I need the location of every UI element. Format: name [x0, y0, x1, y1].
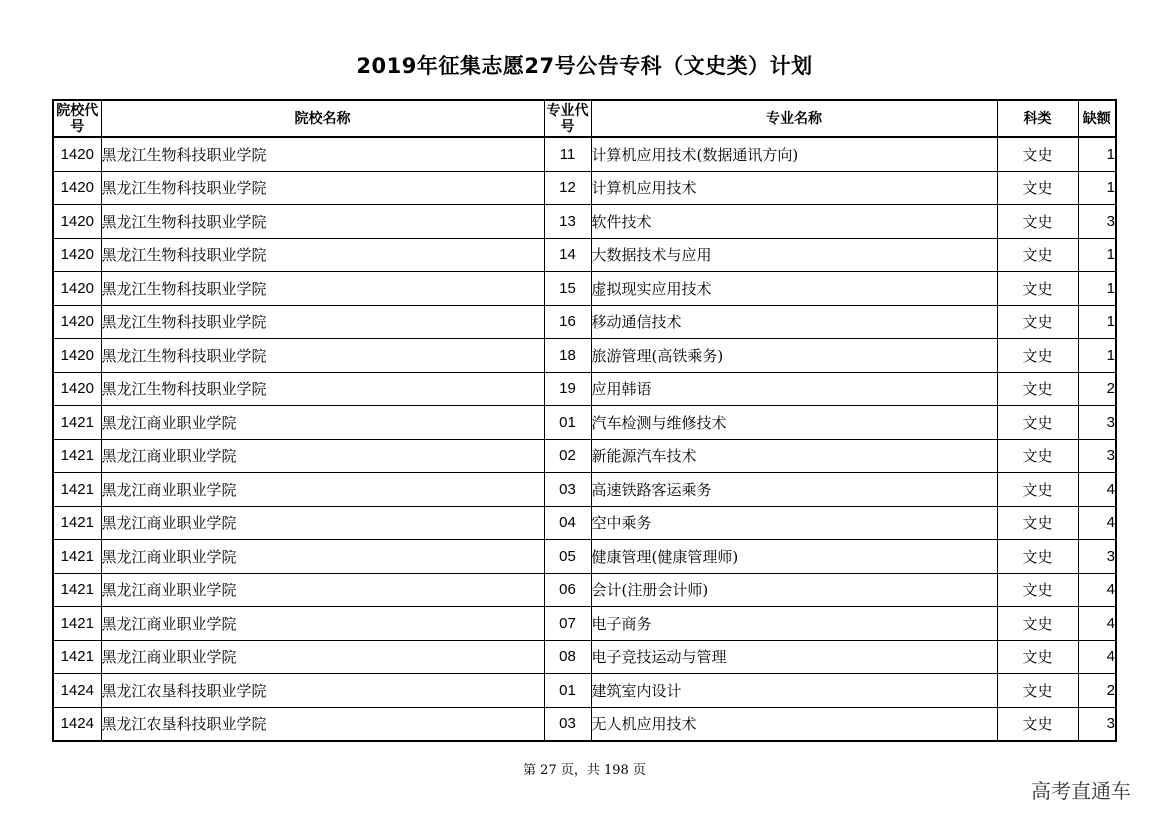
table-row — [53, 272, 1116, 306]
cell-school-name: 黑龙江农垦科技职业学院 — [101, 707, 544, 741]
cell-major-code: 16 — [544, 305, 591, 339]
cell-major-code: 01 — [544, 406, 591, 440]
cell-vacancy: 2 — [1078, 372, 1116, 406]
cell-major-code: 05 — [544, 540, 591, 574]
header-school-code: 院校代号 — [53, 100, 101, 137]
cell-major-code: 03 — [544, 707, 591, 741]
header-major-code: 专业代号 — [544, 100, 591, 137]
cell-school-name: 黑龙江生物科技职业学院 — [101, 137, 544, 171]
cell-vacancy: 1 — [1078, 137, 1116, 171]
cell-school-code: 1424 — [53, 674, 101, 708]
cell-major-name: 建筑室内设计 — [591, 674, 997, 708]
cell-major-code: 08 — [544, 640, 591, 674]
page-number: 第 27 页，共 198 页 — [523, 763, 646, 778]
cell-major-name: 汽车检测与维修技术 — [591, 406, 997, 440]
cell-category: 文史 — [997, 573, 1078, 607]
cell-category: 文史 — [997, 473, 1078, 507]
cell-major-code: 07 — [544, 607, 591, 641]
header-category: 科类 — [997, 100, 1078, 137]
cell-school-code: 1420 — [53, 171, 101, 205]
cell-major-name: 健康管理(健康管理师) — [591, 540, 997, 574]
cell-vacancy: 4 — [1078, 473, 1116, 507]
cell-vacancy: 3 — [1078, 406, 1116, 440]
cell-school-code: 1420 — [53, 372, 101, 406]
cell-major-code: 06 — [544, 573, 591, 607]
cell-category: 文史 — [997, 137, 1078, 171]
cell-school-code: 1421 — [53, 607, 101, 641]
cell-school-code: 1420 — [53, 339, 101, 373]
cell-major-code: 13 — [544, 205, 591, 239]
cell-school-code: 1421 — [53, 406, 101, 440]
table-row — [53, 305, 1116, 339]
table-row — [53, 372, 1116, 406]
cell-major-name: 移动通信技术 — [591, 305, 997, 339]
cell-school-code: 1421 — [53, 439, 101, 473]
cell-major-name: 空中乘务 — [591, 506, 997, 540]
cell-category: 文史 — [997, 272, 1078, 306]
cell-category: 文史 — [997, 171, 1078, 205]
cell-school-code: 1421 — [53, 473, 101, 507]
table-row — [53, 573, 1116, 607]
cell-category: 文史 — [997, 406, 1078, 440]
cell-major-code: 03 — [544, 473, 591, 507]
cell-vacancy: 2 — [1078, 674, 1116, 708]
table-row — [53, 707, 1116, 741]
table-row — [53, 674, 1116, 708]
cell-vacancy: 1 — [1078, 339, 1116, 373]
cell-vacancy: 1 — [1078, 305, 1116, 339]
cell-category: 文史 — [997, 339, 1078, 373]
cell-category: 文史 — [997, 205, 1078, 239]
admission-plan-table — [52, 99, 1117, 742]
cell-vacancy: 4 — [1078, 640, 1116, 674]
table-row — [53, 339, 1116, 373]
cell-major-name: 大数据技术与应用 — [591, 238, 997, 272]
cell-school-name: 黑龙江农垦科技职业学院 — [101, 674, 544, 708]
cell-school-code: 1421 — [53, 640, 101, 674]
cell-major-code: 02 — [544, 439, 591, 473]
cell-major-name: 虚拟现实应用技术 — [591, 272, 997, 306]
cell-school-name: 黑龙江商业职业学院 — [101, 473, 544, 507]
table-row — [53, 540, 1116, 574]
table-row — [53, 171, 1116, 205]
cell-category: 文史 — [997, 640, 1078, 674]
header-school-name: 院校名称 — [101, 100, 544, 137]
cell-category: 文史 — [997, 707, 1078, 741]
cell-major-code: 19 — [544, 372, 591, 406]
cell-major-name: 旅游管理(高铁乘务) — [591, 339, 997, 373]
header-major-name: 专业名称 — [591, 100, 997, 137]
table-row — [53, 137, 1116, 171]
table-header-row — [53, 100, 1116, 137]
cell-major-name: 计算机应用技术(数据通讯方向) — [591, 137, 997, 171]
cell-major-code: 14 — [544, 238, 591, 272]
cell-major-code: 11 — [544, 137, 591, 171]
cell-vacancy: 1 — [1078, 272, 1116, 306]
cell-major-name: 电子竞技运动与管理 — [591, 640, 997, 674]
cell-school-name: 黑龙江商业职业学院 — [101, 573, 544, 607]
cell-major-name: 新能源汽车技术 — [591, 439, 997, 473]
cell-major-name: 无人机应用技术 — [591, 707, 997, 741]
cell-school-name: 黑龙江生物科技职业学院 — [101, 339, 544, 373]
cell-major-code: 12 — [544, 171, 591, 205]
table-row — [53, 205, 1116, 239]
cell-major-code: 04 — [544, 506, 591, 540]
cell-vacancy: 3 — [1078, 439, 1116, 473]
cell-vacancy: 3 — [1078, 205, 1116, 239]
cell-school-code: 1421 — [53, 573, 101, 607]
cell-category: 文史 — [997, 506, 1078, 540]
cell-school-name: 黑龙江商业职业学院 — [101, 640, 544, 674]
cell-major-name: 应用韩语 — [591, 372, 997, 406]
cell-school-name: 黑龙江生物科技职业学院 — [101, 272, 544, 306]
cell-school-name: 黑龙江商业职业学院 — [101, 506, 544, 540]
cell-school-name: 黑龙江生物科技职业学院 — [101, 305, 544, 339]
cell-vacancy: 4 — [1078, 506, 1116, 540]
header-vacancy: 缺额 — [1078, 100, 1116, 137]
table-row — [53, 640, 1116, 674]
cell-school-name: 黑龙江生物科技职业学院 — [101, 205, 544, 239]
table-row — [53, 607, 1116, 641]
cell-category: 文史 — [997, 372, 1078, 406]
cell-school-name: 黑龙江商业职业学院 — [101, 406, 544, 440]
cell-major-name: 计算机应用技术 — [591, 171, 997, 205]
cell-category: 文史 — [997, 305, 1078, 339]
cell-school-code: 1424 — [53, 707, 101, 741]
cell-category: 文史 — [997, 674, 1078, 708]
cell-school-code: 1420 — [53, 238, 101, 272]
cell-school-code: 1421 — [53, 506, 101, 540]
cell-school-name: 黑龙江生物科技职业学院 — [101, 171, 544, 205]
cell-school-name: 黑龙江商业职业学院 — [101, 439, 544, 473]
cell-school-name: 黑龙江商业职业学院 — [101, 607, 544, 641]
cell-major-code: 15 — [544, 272, 591, 306]
table-row — [53, 506, 1116, 540]
cell-major-code: 18 — [544, 339, 591, 373]
cell-school-code: 1420 — [53, 137, 101, 171]
cell-school-code: 1421 — [53, 540, 101, 574]
cell-school-code: 1420 — [53, 272, 101, 306]
watermark: 高考直通车 — [1031, 779, 1131, 803]
cell-major-code: 01 — [544, 674, 591, 708]
cell-category: 文史 — [997, 540, 1078, 574]
cell-major-name: 高速铁路客运乘务 — [591, 473, 997, 507]
table-row — [53, 406, 1116, 440]
cell-school-name: 黑龙江商业职业学院 — [101, 540, 544, 574]
page-title: 2019年征集志愿27号公告专科（文史类）计划 — [356, 54, 813, 78]
cell-school-code: 1420 — [53, 205, 101, 239]
cell-category: 文史 — [997, 607, 1078, 641]
cell-vacancy: 1 — [1078, 171, 1116, 205]
cell-vacancy: 3 — [1078, 707, 1116, 741]
cell-vacancy: 4 — [1078, 607, 1116, 641]
table-row — [53, 439, 1116, 473]
cell-vacancy: 1 — [1078, 238, 1116, 272]
cell-category: 文史 — [997, 439, 1078, 473]
cell-school-code: 1420 — [53, 305, 101, 339]
cell-category: 文史 — [997, 238, 1078, 272]
cell-major-name: 会计(注册会计师) — [591, 573, 997, 607]
table-row — [53, 238, 1116, 272]
cell-vacancy: 3 — [1078, 540, 1116, 574]
cell-vacancy: 4 — [1078, 573, 1116, 607]
cell-major-name: 电子商务 — [591, 607, 997, 641]
cell-school-name: 黑龙江生物科技职业学院 — [101, 238, 544, 272]
cell-major-name: 软件技术 — [591, 205, 997, 239]
cell-school-name: 黑龙江生物科技职业学院 — [101, 372, 544, 406]
table-row — [53, 473, 1116, 507]
